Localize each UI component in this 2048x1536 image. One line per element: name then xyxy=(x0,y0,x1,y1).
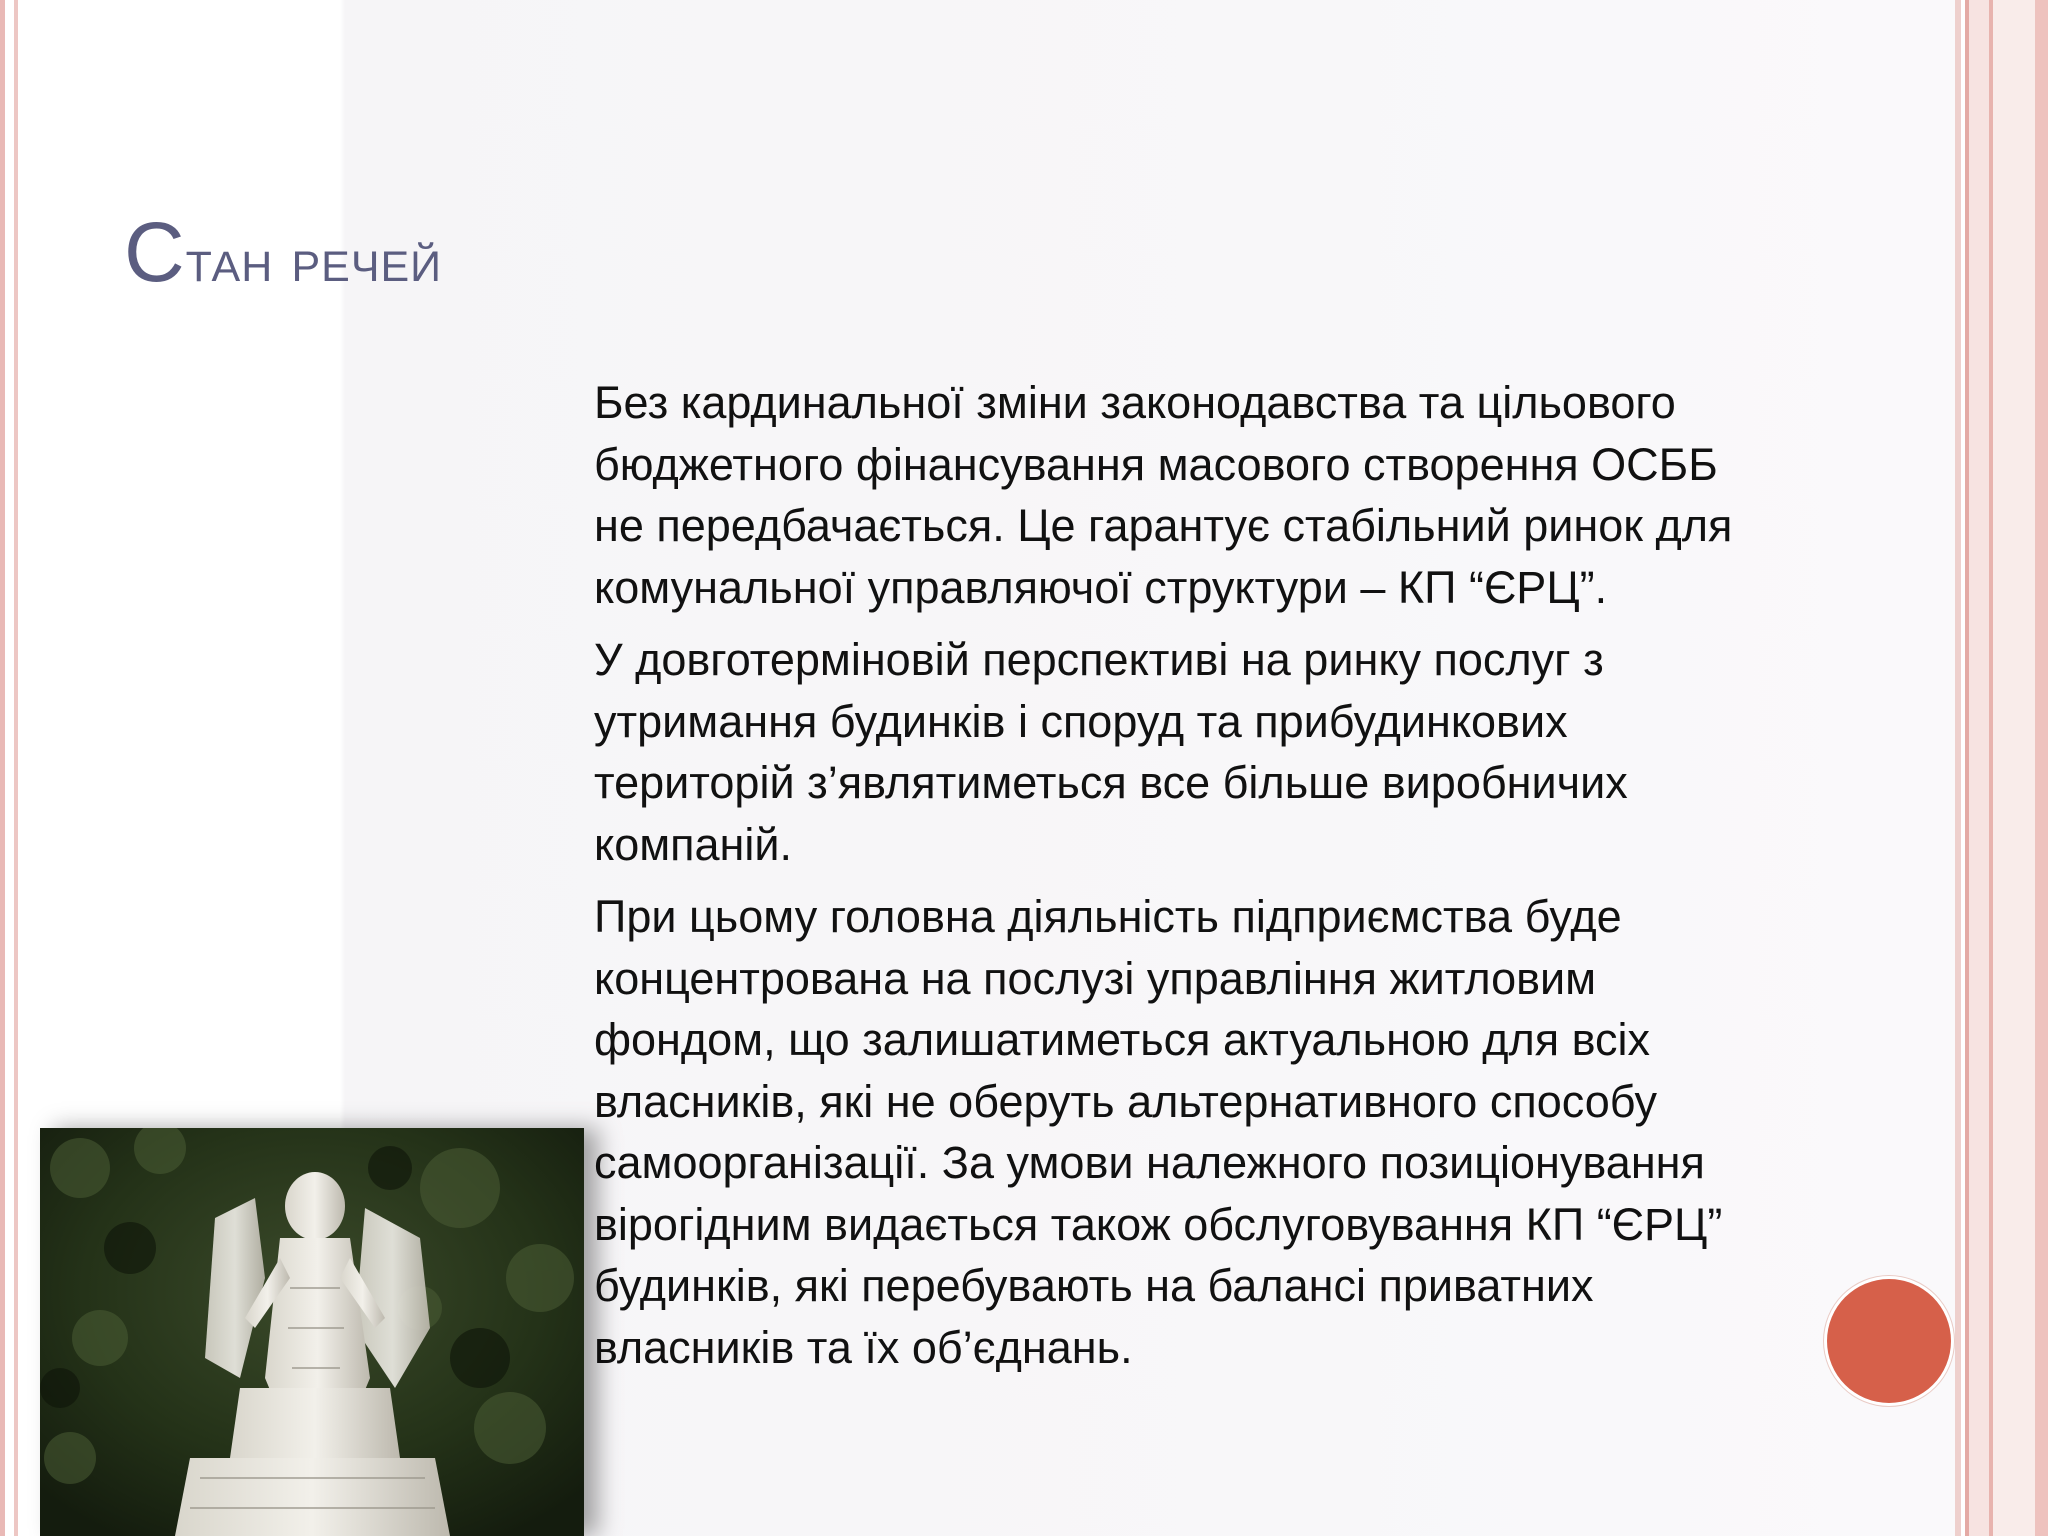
body-text xyxy=(594,372,1894,1389)
slide-title-rest: тан речей xyxy=(185,226,443,295)
left-frame-inner-line xyxy=(14,0,18,1536)
right-decorative-stripes xyxy=(1955,0,2048,1536)
accent-circle xyxy=(1827,1279,1951,1403)
slide-title-initial: С xyxy=(124,205,186,299)
paragraph-3: При цьому головна діяльність підприємства буде концентрована на послузі управління житловим фондом, що залишатиметься актуальною для всіх власників, які не оберуть альтернативного способу самоорганізації. За умови належного позиціонування вірогідним видається також обслуговування КП “ЄРЦ” будинків, які перебувають на балансі приватних власників та їх об’єднань. xyxy=(594,891,1723,1373)
paragraph-2: У довготерміновій перспективі на ринку послуг з утримання будинків і споруд та прибудинкових територій з’являтиметься все більше виробничих компаній. xyxy=(594,634,1628,870)
slide-title xyxy=(124,205,443,299)
paragraph-1: Без кардинальної зміни законодавства та цільового бюджетного фінансування масового створення ОСББ не передбачається. Це гарантує стабільний ринок для комунальної управляючої структури – КП “ЄРЦ”. xyxy=(594,377,1733,613)
statue-photo xyxy=(40,1128,584,1536)
left-frame-line xyxy=(0,0,5,1536)
statue-photo-image xyxy=(40,1128,584,1536)
